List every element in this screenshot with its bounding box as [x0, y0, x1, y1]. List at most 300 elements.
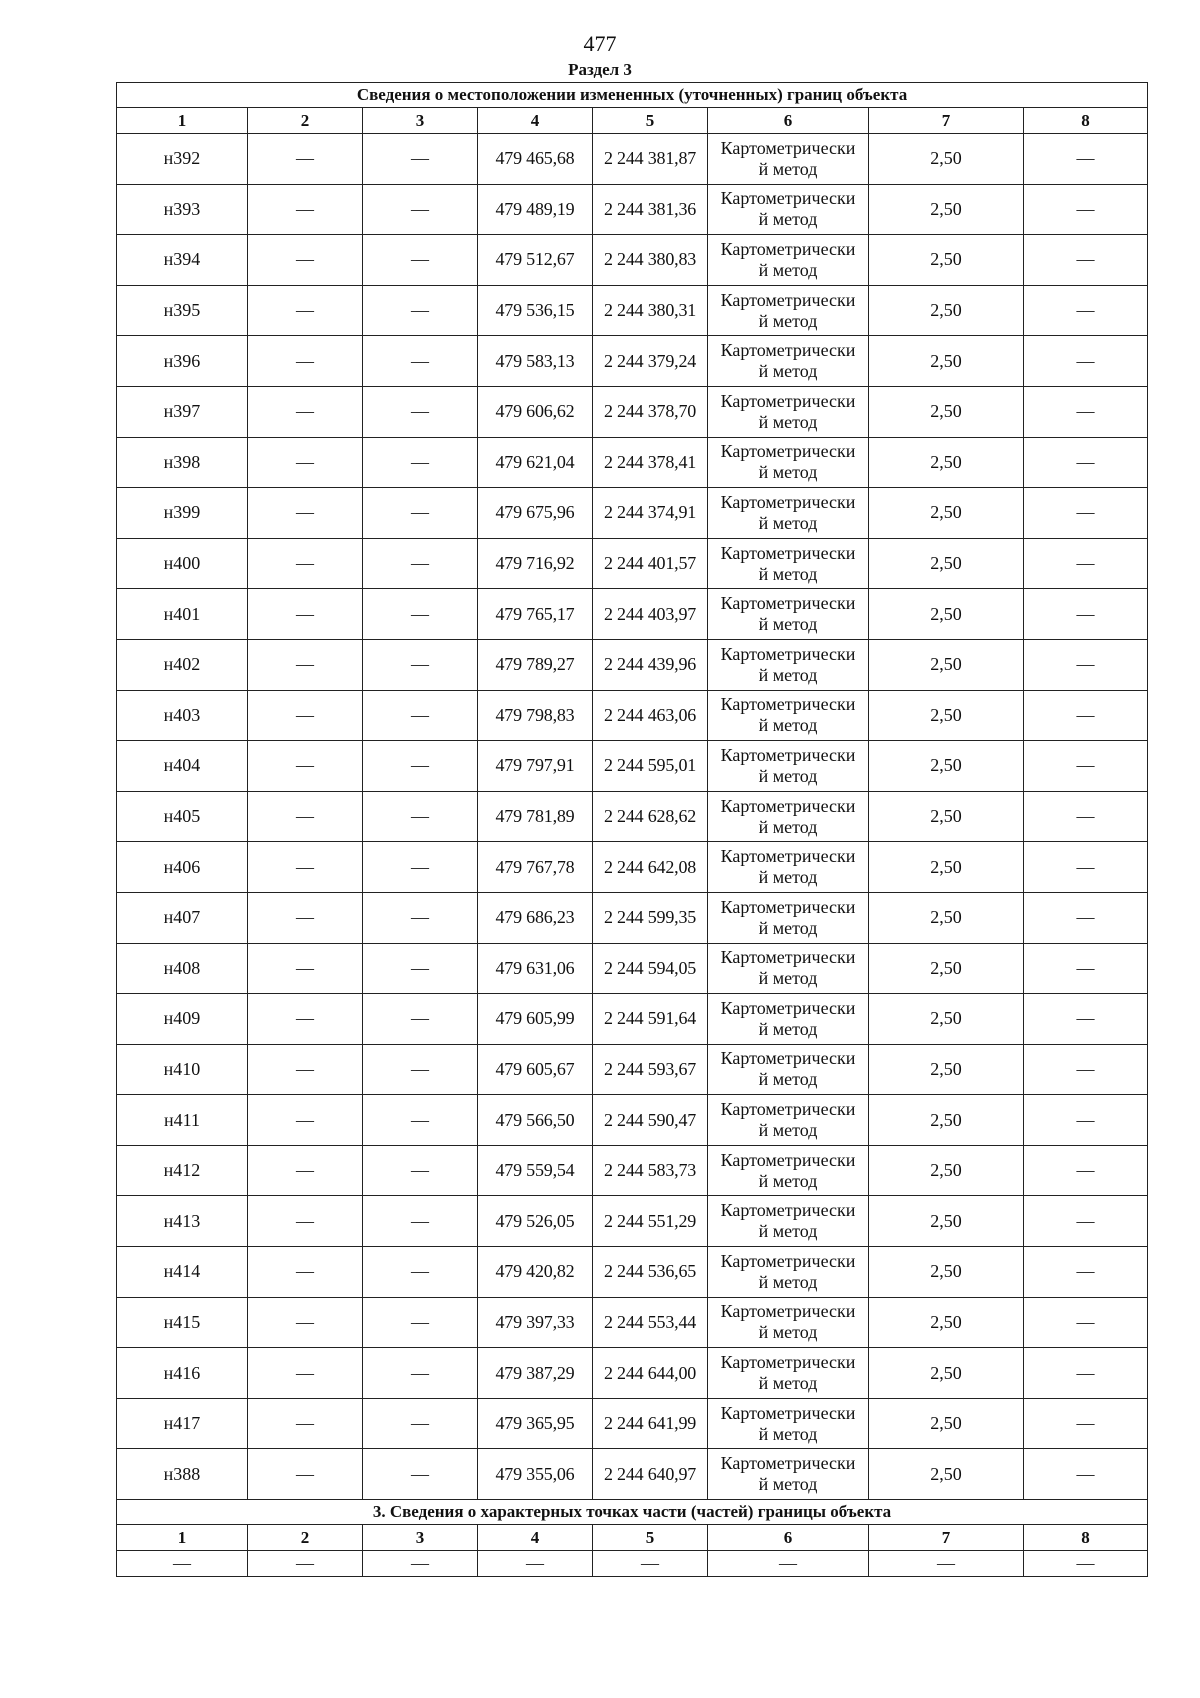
dash-cell: — — [1024, 1196, 1148, 1247]
method-line: й метод — [758, 512, 818, 533]
method-line: й метод — [758, 158, 818, 179]
accuracy-cell: 2,50 — [869, 892, 1024, 943]
point-cell: н407 — [117, 892, 248, 943]
column-number: 6 — [708, 108, 869, 134]
dash-cell: — — [363, 690, 478, 741]
method-cell — [708, 1449, 869, 1500]
empty-cell: — — [478, 1551, 593, 1577]
dash-cell: — — [363, 1348, 478, 1399]
y-coordinate-cell: 2 244 628,62 — [593, 791, 708, 842]
method-line: Картометрически — [720, 593, 856, 614]
table-row — [117, 437, 1148, 488]
x-coordinate-cell: 479 686,23 — [478, 892, 593, 943]
x-coordinate-cell: 479 605,67 — [478, 1044, 593, 1095]
method-line: й метод — [758, 361, 818, 382]
accuracy-cell: 2,50 — [869, 538, 1024, 589]
dash-cell: — — [248, 842, 363, 893]
column-number: 7 — [869, 108, 1024, 134]
y-coordinate-cell: 2 244 642,08 — [593, 842, 708, 893]
accuracy-cell: 2,50 — [869, 1398, 1024, 1449]
table-row — [117, 1297, 1148, 1348]
accuracy-cell: 2,50 — [869, 842, 1024, 893]
dash-cell: — — [248, 1247, 363, 1298]
dash-cell: — — [1024, 842, 1148, 893]
dash-cell: — — [248, 1095, 363, 1146]
y-coordinate-cell: 2 244 379,24 — [593, 336, 708, 387]
table-row — [117, 538, 1148, 589]
dash-cell: — — [363, 639, 478, 690]
method-line: й метод — [758, 765, 818, 786]
point-cell: н414 — [117, 1247, 248, 1298]
dash-cell: — — [1024, 791, 1148, 842]
accuracy-cell: 2,50 — [869, 285, 1024, 336]
column-number: 6 — [708, 1525, 869, 1551]
y-coordinate-cell: 2 244 553,44 — [593, 1297, 708, 1348]
method-line: Картометрически — [720, 947, 856, 968]
method-line: Картометрически — [720, 1402, 856, 1423]
empty-cell: — — [248, 1551, 363, 1577]
point-cell: н398 — [117, 437, 248, 488]
method-cell — [708, 285, 869, 336]
dash-cell: — — [248, 1398, 363, 1449]
method-line: й метод — [758, 867, 818, 888]
table-row — [117, 1095, 1148, 1146]
table-row — [117, 1196, 1148, 1247]
accuracy-cell: 2,50 — [869, 1196, 1024, 1247]
dash-cell: — — [1024, 1348, 1148, 1399]
x-coordinate-cell: 479 355,06 — [478, 1449, 593, 1500]
subsection-empty-row — [117, 1551, 1148, 1577]
point-cell: н388 — [117, 1449, 248, 1500]
table-row — [117, 386, 1148, 437]
table-row — [117, 184, 1148, 235]
column-number: 3 — [363, 108, 478, 134]
column-number: 7 — [869, 1525, 1024, 1551]
method-line: й метод — [758, 1170, 818, 1191]
table-row — [117, 134, 1148, 185]
accuracy-cell: 2,50 — [869, 235, 1024, 286]
method-line: й метод — [758, 209, 818, 230]
dash-cell: — — [1024, 1095, 1148, 1146]
point-cell: н417 — [117, 1398, 248, 1449]
dash-cell: — — [363, 488, 478, 539]
dash-cell: — — [363, 285, 478, 336]
point-cell: н394 — [117, 235, 248, 286]
method-line: Картометрически — [720, 491, 856, 512]
column-number: 1 — [117, 108, 248, 134]
dash-cell: — — [363, 994, 478, 1045]
x-coordinate-cell: 479 489,19 — [478, 184, 593, 235]
table-row — [117, 943, 1148, 994]
accuracy-cell: 2,50 — [869, 639, 1024, 690]
dash-cell: — — [363, 235, 478, 286]
column-number: 5 — [593, 1525, 708, 1551]
table-title-row — [117, 83, 1148, 108]
method-line: й метод — [758, 715, 818, 736]
y-coordinate-cell: 2 244 378,41 — [593, 437, 708, 488]
method-line: й метод — [758, 1423, 818, 1444]
method-line: Картометрически — [720, 795, 856, 816]
table-row — [117, 1348, 1148, 1399]
method-line: й метод — [758, 664, 818, 685]
y-coordinate-cell: 2 244 401,57 — [593, 538, 708, 589]
table-row — [117, 690, 1148, 741]
point-cell: н415 — [117, 1297, 248, 1348]
x-coordinate-cell: 479 536,15 — [478, 285, 593, 336]
dash-cell: — — [1024, 1145, 1148, 1196]
accuracy-cell: 2,50 — [869, 134, 1024, 185]
method-line: Картометрически — [720, 542, 856, 563]
method-cell — [708, 437, 869, 488]
table-row — [117, 285, 1148, 336]
x-coordinate-cell: 479 387,29 — [478, 1348, 593, 1399]
y-coordinate-cell: 2 244 644,00 — [593, 1348, 708, 1399]
accuracy-cell: 2,50 — [869, 791, 1024, 842]
method-line: Картометрически — [720, 1149, 856, 1170]
x-coordinate-cell: 479 606,62 — [478, 386, 593, 437]
point-cell: н405 — [117, 791, 248, 842]
method-cell — [708, 1297, 869, 1348]
dash-cell: — — [248, 791, 363, 842]
dash-cell: — — [363, 437, 478, 488]
y-coordinate-cell: 2 244 599,35 — [593, 892, 708, 943]
dash-cell: — — [1024, 1247, 1148, 1298]
table-row — [117, 336, 1148, 387]
point-cell: н410 — [117, 1044, 248, 1095]
x-coordinate-cell: 479 797,91 — [478, 741, 593, 792]
y-coordinate-cell: 2 244 439,96 — [593, 639, 708, 690]
dash-cell: — — [1024, 589, 1148, 640]
method-line: й метод — [758, 1373, 818, 1394]
method-line: й метод — [758, 816, 818, 837]
dash-cell: — — [1024, 741, 1148, 792]
table-row — [117, 994, 1148, 1045]
point-cell: н399 — [117, 488, 248, 539]
point-cell: н413 — [117, 1196, 248, 1247]
point-cell: н411 — [117, 1095, 248, 1146]
x-coordinate-cell: 479 675,96 — [478, 488, 593, 539]
method-line: й метод — [758, 1018, 818, 1039]
method-cell — [708, 235, 869, 286]
x-coordinate-cell: 479 716,92 — [478, 538, 593, 589]
column-number: 5 — [593, 108, 708, 134]
subsection-column-number-row — [117, 1525, 1148, 1551]
accuracy-cell: 2,50 — [869, 184, 1024, 235]
method-cell — [708, 1398, 869, 1449]
accuracy-cell: 2,50 — [869, 1449, 1024, 1500]
dash-cell: — — [363, 741, 478, 792]
y-coordinate-cell: 2 244 536,65 — [593, 1247, 708, 1298]
x-coordinate-cell: 479 621,04 — [478, 437, 593, 488]
column-number: 1 — [117, 1525, 248, 1551]
point-cell: н395 — [117, 285, 248, 336]
point-cell: н406 — [117, 842, 248, 893]
dash-cell: — — [248, 285, 363, 336]
method-cell — [708, 1145, 869, 1196]
empty-cell: — — [117, 1551, 248, 1577]
x-coordinate-cell: 479 767,78 — [478, 842, 593, 893]
method-line: Картометрически — [720, 1200, 856, 1221]
empty-cell: — — [593, 1551, 708, 1577]
method-line: Картометрически — [720, 1048, 856, 1069]
accuracy-cell: 2,50 — [869, 1348, 1024, 1399]
method-cell — [708, 639, 869, 690]
dash-cell: — — [363, 1095, 478, 1146]
y-coordinate-cell: 2 244 583,73 — [593, 1145, 708, 1196]
dash-cell: — — [248, 589, 363, 640]
method-line: Картометрически — [720, 997, 856, 1018]
dash-cell: — — [1024, 538, 1148, 589]
dash-cell: — — [248, 639, 363, 690]
dash-cell: — — [1024, 437, 1148, 488]
method-cell — [708, 892, 869, 943]
dash-cell: — — [248, 1044, 363, 1095]
x-coordinate-cell: 479 631,06 — [478, 943, 593, 994]
method-line: Картометрически — [720, 1352, 856, 1373]
method-cell — [708, 589, 869, 640]
dash-cell: — — [248, 134, 363, 185]
table-row — [117, 1145, 1148, 1196]
method-line: й метод — [758, 462, 818, 483]
method-cell — [708, 488, 869, 539]
method-cell — [708, 842, 869, 893]
empty-cell: — — [1024, 1551, 1148, 1577]
method-line: Картометрически — [720, 137, 856, 158]
accuracy-cell: 2,50 — [869, 741, 1024, 792]
dash-cell: — — [248, 1449, 363, 1500]
y-coordinate-cell: 2 244 380,83 — [593, 235, 708, 286]
dash-cell: — — [1024, 1297, 1148, 1348]
dash-cell: — — [363, 1196, 478, 1247]
table-title: Сведения о местоположении измененных (уточненных) границ объекта — [117, 83, 1148, 108]
boundary-table — [116, 82, 1148, 1577]
dash-cell: — — [1024, 1398, 1148, 1449]
dash-cell: — — [248, 538, 363, 589]
dash-cell: — — [1024, 994, 1148, 1045]
dash-cell: — — [1024, 892, 1148, 943]
accuracy-cell: 2,50 — [869, 488, 1024, 539]
dash-cell: — — [1024, 488, 1148, 539]
method-line: й метод — [758, 563, 818, 584]
dash-cell: — — [248, 437, 363, 488]
method-line: й метод — [758, 1221, 818, 1242]
dash-cell: — — [363, 1145, 478, 1196]
method-cell — [708, 791, 869, 842]
method-line: й метод — [758, 310, 818, 331]
accuracy-cell: 2,50 — [869, 1095, 1024, 1146]
method-line: Картометрически — [720, 744, 856, 765]
method-line: й метод — [758, 614, 818, 635]
accuracy-cell: 2,50 — [869, 336, 1024, 387]
dash-cell: — — [248, 235, 363, 286]
table-row — [117, 1398, 1148, 1449]
x-coordinate-cell: 479 566,50 — [478, 1095, 593, 1146]
dash-cell: — — [363, 1449, 478, 1500]
x-coordinate-cell: 479 512,67 — [478, 235, 593, 286]
method-cell — [708, 994, 869, 1045]
method-line: й метод — [758, 968, 818, 989]
dash-cell: — — [1024, 285, 1148, 336]
table-row — [117, 488, 1148, 539]
y-coordinate-cell: 2 244 594,05 — [593, 943, 708, 994]
y-coordinate-cell: 2 244 640,97 — [593, 1449, 708, 1500]
x-coordinate-cell: 479 798,83 — [478, 690, 593, 741]
x-coordinate-cell: 479 789,27 — [478, 639, 593, 690]
dash-cell: — — [248, 1145, 363, 1196]
accuracy-cell: 2,50 — [869, 1297, 1024, 1348]
dash-cell: — — [363, 589, 478, 640]
x-coordinate-cell: 479 559,54 — [478, 1145, 593, 1196]
method-cell — [708, 1247, 869, 1298]
accuracy-cell: 2,50 — [869, 437, 1024, 488]
method-cell — [708, 690, 869, 741]
accuracy-cell: 2,50 — [869, 690, 1024, 741]
table-row — [117, 1247, 1148, 1298]
point-cell: н401 — [117, 589, 248, 640]
method-cell — [708, 386, 869, 437]
dash-cell: — — [1024, 690, 1148, 741]
dash-cell: — — [1024, 639, 1148, 690]
dash-cell: — — [363, 184, 478, 235]
accuracy-cell: 2,50 — [869, 386, 1024, 437]
dash-cell: — — [1024, 235, 1148, 286]
method-line: й метод — [758, 1069, 818, 1090]
method-line: Картометрически — [720, 846, 856, 867]
dash-cell: — — [248, 1348, 363, 1399]
x-coordinate-cell: 479 397,33 — [478, 1297, 593, 1348]
y-coordinate-cell: 2 244 381,87 — [593, 134, 708, 185]
table-row — [117, 791, 1148, 842]
method-line: й метод — [758, 1322, 818, 1343]
dash-cell: — — [363, 943, 478, 994]
point-cell: н400 — [117, 538, 248, 589]
method-cell — [708, 1196, 869, 1247]
y-coordinate-cell: 2 244 591,64 — [593, 994, 708, 1045]
dash-cell: — — [248, 690, 363, 741]
point-cell: н396 — [117, 336, 248, 387]
y-coordinate-cell: 2 244 641,99 — [593, 1398, 708, 1449]
dash-cell: — — [248, 386, 363, 437]
method-line: Картометрически — [720, 896, 856, 917]
x-coordinate-cell: 479 583,13 — [478, 336, 593, 387]
dash-cell: — — [363, 538, 478, 589]
dash-cell: — — [363, 791, 478, 842]
dash-cell: — — [363, 842, 478, 893]
method-cell — [708, 1095, 869, 1146]
y-coordinate-cell: 2 244 374,91 — [593, 488, 708, 539]
method-line: Картометрически — [720, 1301, 856, 1322]
dash-cell: — — [363, 892, 478, 943]
method-line: Картометрически — [720, 441, 856, 462]
y-coordinate-cell: 2 244 378,70 — [593, 386, 708, 437]
accuracy-cell: 2,50 — [869, 1044, 1024, 1095]
point-cell: н402 — [117, 639, 248, 690]
x-coordinate-cell: 479 781,89 — [478, 791, 593, 842]
dash-cell: — — [363, 1398, 478, 1449]
method-cell — [708, 184, 869, 235]
table-row — [117, 892, 1148, 943]
dash-cell: — — [248, 1297, 363, 1348]
dash-cell: — — [363, 336, 478, 387]
x-coordinate-cell: 479 465,68 — [478, 134, 593, 185]
table-row — [117, 1449, 1148, 1500]
accuracy-cell: 2,50 — [869, 589, 1024, 640]
method-line: Картометрически — [720, 1453, 856, 1474]
point-cell: н409 — [117, 994, 248, 1045]
dash-cell: — — [248, 336, 363, 387]
method-cell — [708, 538, 869, 589]
method-line: Картометрически — [720, 1250, 856, 1271]
empty-cell: — — [708, 1551, 869, 1577]
method-cell — [708, 1348, 869, 1399]
subsection-title-row — [117, 1500, 1148, 1525]
table-row — [117, 741, 1148, 792]
x-coordinate-cell: 479 605,99 — [478, 994, 593, 1045]
method-line: Картометрически — [720, 340, 856, 361]
dash-cell: — — [1024, 386, 1148, 437]
table-row — [117, 842, 1148, 893]
method-line: Картометрически — [720, 390, 856, 411]
accuracy-cell: 2,50 — [869, 1145, 1024, 1196]
accuracy-cell: 2,50 — [869, 943, 1024, 994]
empty-cell: — — [363, 1551, 478, 1577]
method-cell — [708, 741, 869, 792]
point-cell: н404 — [117, 741, 248, 792]
dash-cell: — — [363, 1044, 478, 1095]
method-cell — [708, 1044, 869, 1095]
method-line: й метод — [758, 1271, 818, 1292]
dash-cell: — — [1024, 336, 1148, 387]
y-coordinate-cell: 2 244 595,01 — [593, 741, 708, 792]
method-line: Картометрически — [720, 1099, 856, 1120]
y-coordinate-cell: 2 244 593,67 — [593, 1044, 708, 1095]
method-cell — [708, 943, 869, 994]
dash-cell: — — [248, 1196, 363, 1247]
accuracy-cell: 2,50 — [869, 994, 1024, 1045]
table-row — [117, 639, 1148, 690]
dash-cell: — — [248, 741, 363, 792]
method-cell — [708, 134, 869, 185]
column-number: 2 — [248, 108, 363, 134]
method-line: й метод — [758, 1474, 818, 1495]
point-cell: н412 — [117, 1145, 248, 1196]
table-row — [117, 1044, 1148, 1095]
method-line: й метод — [758, 411, 818, 432]
point-cell: н403 — [117, 690, 248, 741]
column-number: 2 — [248, 1525, 363, 1551]
method-line: Картометрически — [720, 643, 856, 664]
y-coordinate-cell: 2 244 463,06 — [593, 690, 708, 741]
dash-cell: — — [248, 488, 363, 539]
method-line: й метод — [758, 259, 818, 280]
dash-cell: — — [1024, 943, 1148, 994]
page-number: 477 — [583, 31, 617, 56]
point-cell: н408 — [117, 943, 248, 994]
dash-cell: — — [1024, 1449, 1148, 1500]
dash-cell: — — [363, 134, 478, 185]
dash-cell: — — [1024, 134, 1148, 185]
subsection-title: 3. Сведения о характерных точках части (частей) границы объекта — [117, 1500, 1148, 1525]
table-row — [117, 589, 1148, 640]
dash-cell: — — [248, 184, 363, 235]
method-line: й метод — [758, 917, 818, 938]
x-coordinate-cell: 479 365,95 — [478, 1398, 593, 1449]
section-heading: Раздел 3 — [568, 60, 632, 79]
column-number: 8 — [1024, 108, 1148, 134]
dash-cell: — — [248, 943, 363, 994]
method-line: й метод — [758, 1120, 818, 1141]
method-line: Картометрически — [720, 694, 856, 715]
